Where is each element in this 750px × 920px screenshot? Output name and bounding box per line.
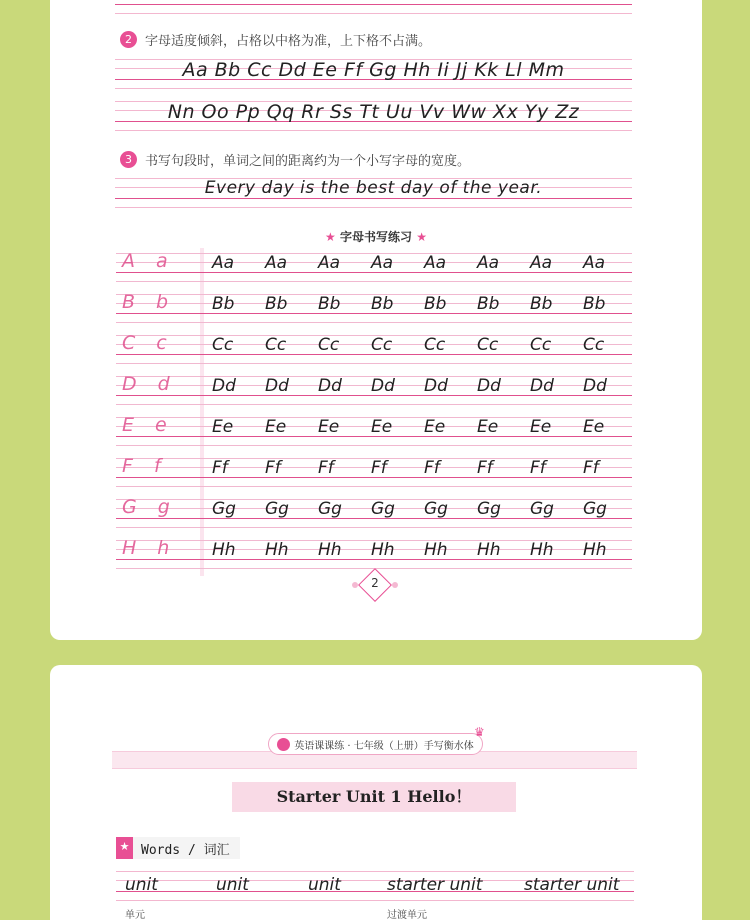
word-model: starter unit <box>387 875 483 895</box>
model-letters: E e <box>122 414 168 436</box>
practice-row: B b Bb Bb Bb Bb Bb Bb Bb Bb <box>116 289 632 330</box>
model-letters: D d <box>122 373 171 395</box>
words-section-tag <box>116 837 240 859</box>
practice-title <box>50 228 702 245</box>
words-label: Words / 词汇 <box>141 842 230 858</box>
workbook-page-1 <box>50 0 702 640</box>
rule-number: 2 <box>120 31 137 48</box>
practice-row: H h Hh Hh Hh Hh Hh Hh Hh Hh <box>116 535 632 576</box>
word-meaning: 过渡单元 <box>387 910 427 920</box>
letter-practice-grid <box>116 248 632 576</box>
practice-row: A a Aa Aa Aa Aa Aa Aa Aa Aa <box>116 248 632 289</box>
word-copy: unit <box>308 875 341 895</box>
example-sentence: Every day is the best day of the year. <box>204 178 543 198</box>
practice-title-text: 字母书写练习 <box>339 230 412 244</box>
practice-row: G g Gg Gg Gg Gg Gg Gg Gg Gg <box>116 494 632 535</box>
rule-lines-top <box>115 0 632 14</box>
word-copy: unit <box>216 875 249 895</box>
decor-dot <box>392 582 398 588</box>
crown-icon: ♛ <box>474 725 485 739</box>
banner-text: 英语课课练 · 七年级（上册）手写衡水体 <box>294 740 474 752</box>
model-letters: G g <box>122 496 171 518</box>
alphabet-row-1: Aa Bb Cc Dd Ee Ff Gg Hh Ii Jj Kk Ll Mm <box>182 59 565 81</box>
word-meaning: 单元 <box>125 910 145 920</box>
workbook-page-2 <box>50 665 702 920</box>
practice-row: C c Cc Cc Cc Cc Cc Cc Cc Cc <box>116 330 632 371</box>
rule-text: 书写句段时，单词之间的距离约为一个小写字母的宽度。 <box>145 154 471 169</box>
model-letters: F f <box>122 455 162 477</box>
practice-row: E e Ee Ee Ee Ee Ee Ee Ee Ee <box>116 412 632 453</box>
unit-title: Starter Unit 1 Hello！ <box>232 782 516 812</box>
word-copy: starter unit <box>524 875 620 895</box>
star-icon: ★ <box>325 230 336 244</box>
rule-number: 3 <box>120 151 137 168</box>
book-banner <box>268 733 483 755</box>
word-model: unit <box>125 875 158 895</box>
practice-row: D d Dd Dd Dd Dd Dd Dd Dd Dd <box>116 371 632 412</box>
flag-icon: ★ <box>116 837 133 859</box>
model-letters: C c <box>122 332 168 354</box>
rule-text: 字母适度倾斜，占格以中格为准，上下格不占满。 <box>145 34 432 49</box>
star-icon: ★ <box>416 230 427 244</box>
practice-row: F f Ff Ff Ff Ff Ff Ff Ff Ff <box>116 453 632 494</box>
model-letters: A a <box>122 250 169 272</box>
rule-2 <box>120 30 431 49</box>
word-lines <box>116 871 418 901</box>
rule-3 <box>120 150 470 169</box>
model-letters: H h <box>122 537 171 559</box>
page-number: 2 <box>371 576 379 590</box>
logo-icon <box>277 738 290 751</box>
model-letters: B b <box>122 291 170 313</box>
alphabet-row-2: Nn Oo Pp Qq Rr Ss Tt Uu Vv Ww Xx Yy Zz <box>167 101 580 123</box>
